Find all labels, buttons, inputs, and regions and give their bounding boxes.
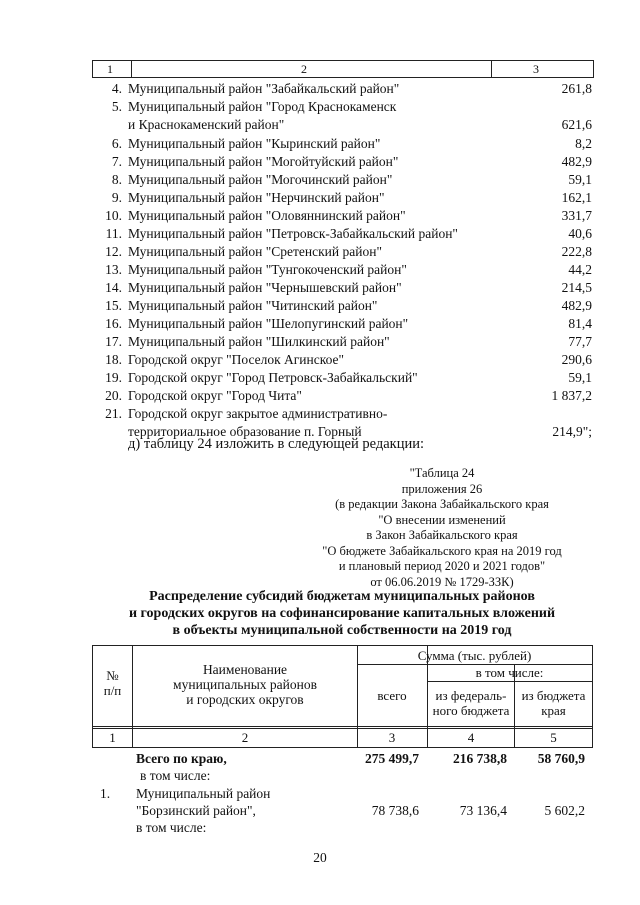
federal-value: 216 738,8 — [453, 751, 507, 766]
col-number: 5 — [550, 730, 557, 745]
list-item: 21. Городской округ закрытое административно- территориальное образование п. Горный 214,9"; — [105, 406, 592, 439]
list-item: 9. Муниципальный район "Нерчинский район" 162,1 — [111, 190, 592, 205]
regional-header: из бюджета края — [521, 688, 586, 718]
list-item: 7. Муниципальный район "Могойтуйский район" 482,9 — [111, 154, 592, 169]
total-value: 275 499,7 — [365, 751, 419, 766]
regional-value: 5 602,2 — [544, 803, 585, 818]
col-number: 4 — [467, 730, 475, 745]
total-sub: в том числе: — [140, 768, 211, 783]
row-num: 1. — [100, 786, 111, 801]
list-item: 18. Городской округ "Поселок Агинское" 290,6 — [105, 352, 592, 367]
row-name: "Борзинский район", — [136, 803, 256, 818]
row-name: в том числе: — [136, 820, 207, 835]
regional-value: 58 760,9 — [537, 751, 585, 766]
total-header: всего — [377, 688, 407, 703]
list-item: 8. Муниципальный район "Могочинский район" 59,1 — [111, 172, 592, 187]
top-col2-header: 2 — [301, 62, 307, 76]
list-item: 5. Муниципальный район "Город Краснокаменск и Краснокаменский район" 621,6 — [111, 99, 592, 132]
federal-header: из федераль- ного бюджета — [432, 688, 510, 718]
total-label: Всего по краю, — [136, 751, 227, 766]
top-col3-header: 3 — [533, 62, 539, 76]
annex-block: "Таблица 24 приложения 26 (в редакции Закона Забайкальского края "О внесении изменений в Закон Забайкальского края "О бюджете Забайкальского края на 2019 год и плановый период 2020 и 2021 годов" от 06.06.2019 № 1729-ЗЗК) — [322, 466, 562, 589]
list-item: 14. Муниципальный район "Чернышевский район" 214,5 — [105, 280, 592, 295]
incl-header: в том числе: — [475, 665, 544, 680]
list-item: 15. Муниципальный район "Читинский район" 482,9 — [105, 298, 592, 313]
list-item: 12. Муниципальный район "Сретенский район" 222,8 — [105, 244, 592, 259]
sum-header: Сумма (тыс. рублей) — [417, 648, 532, 663]
instruction-text: д) таблицу 24 изложить в следующей редакции: — [128, 436, 425, 452]
top-table-header — [92, 60, 594, 78]
row-name: Муниципальный район — [136, 786, 271, 801]
col-number: 1 — [109, 730, 116, 745]
list-item: 13. Муниципальный район "Тунгокоченский район" 44,2 — [105, 262, 592, 277]
col-name-header: Наименование муниципальных районов и городских округов — [173, 662, 317, 707]
table24-header — [92, 645, 593, 748]
list-item: 17. Муниципальный район "Шилкинский район" 77,7 — [105, 334, 592, 349]
list-item: 16. Муниципальный район "Шелопугинский район" 81,4 — [105, 316, 592, 331]
list-item: 4. Муниципальный район "Забайкальский район" 261,8 — [111, 81, 592, 96]
list-item: 19. Городской округ "Город Петровск-Забайкальский" 59,1 — [105, 370, 592, 385]
page-number: 20 — [313, 850, 327, 865]
total-value: 78 738,6 — [371, 803, 419, 818]
list-item: 20. Городской округ "Город Чита" 1 837,2 — [105, 388, 592, 403]
page-title: Распределение субсидий бюджетам муниципальных районов и городских округов на софинансирование капитальных вложений в объекты муниципальной собственности на 2019 год — [128, 589, 556, 638]
list-item: 10. Муниципальный район "Оловяннинский район" 331,7 — [105, 208, 592, 223]
col-number: 2 — [241, 730, 249, 745]
federal-value: 73 136,4 — [459, 803, 507, 818]
col-num-header: № п/п — [103, 668, 122, 698]
top-col1-header: 1 — [107, 62, 113, 76]
col-number: 3 — [388, 730, 396, 745]
list-item: 6. Муниципальный район "Кыринский район" 8,2 — [111, 136, 592, 151]
list-item: 11. Муниципальный район "Петровск-Забайкальский район" 40,6 — [105, 226, 592, 241]
